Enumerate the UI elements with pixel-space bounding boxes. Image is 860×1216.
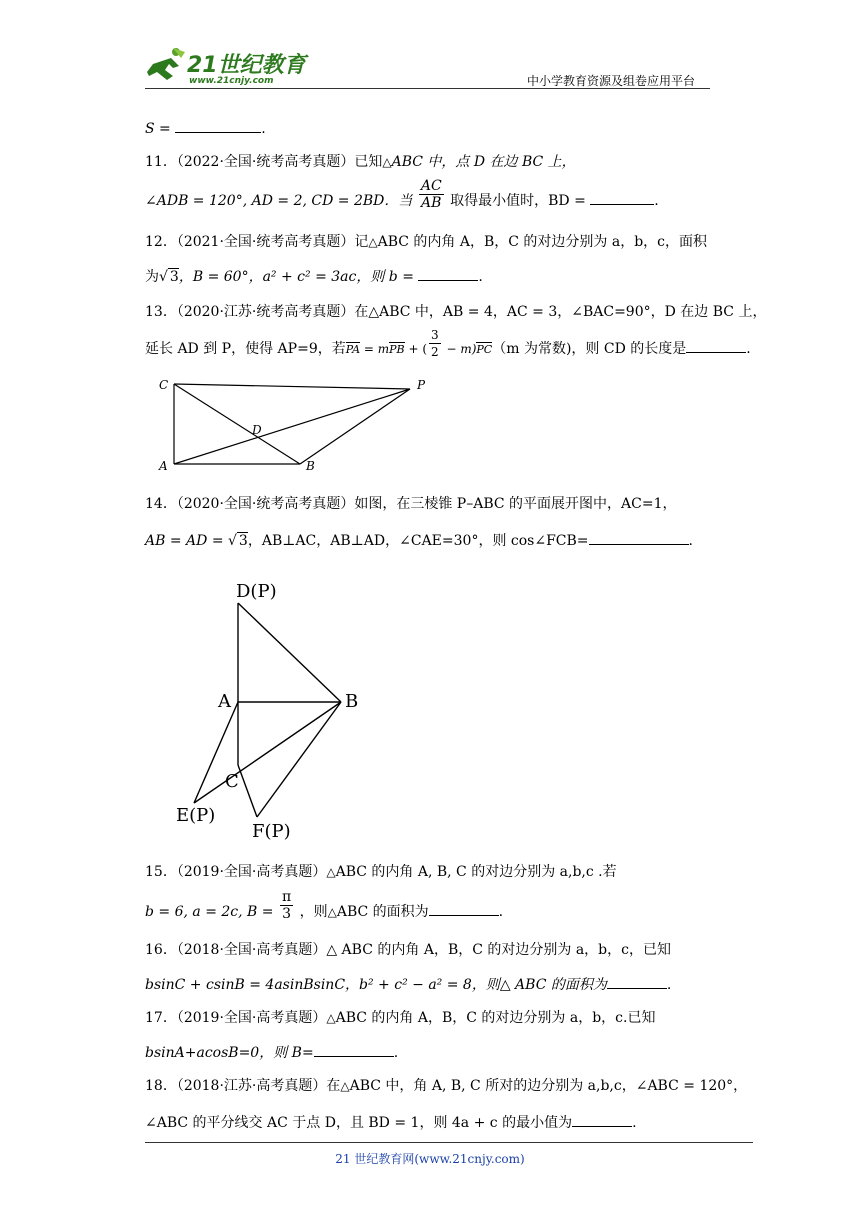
- question-12-line-2: 为√ 3，B = 60°，a² + c² = 3ac，则 b = .: [145, 266, 483, 287]
- question-18-line-1: 18．（2018·江苏·高考真题）在△ABC 中，角 A, B, C 所对的边分别为 a,b,c，∠ABC = 120°，: [145, 1078, 748, 1094]
- runner-logo-icon: [143, 46, 193, 86]
- header-logo: [143, 44, 313, 90]
- logo-url-text: www.21cnjy.com: [189, 76, 274, 86]
- label-d: D: [252, 423, 262, 437]
- label-fp: F(P): [252, 821, 291, 842]
- question-11-line-1: 11．（2022·全国·统考高考真题）已知△ABC 中，点 D 在边 BC 上，: [145, 154, 576, 170]
- question-17-line-2: bsinA+acosB=0，则 B= .: [145, 1042, 398, 1063]
- question-14-line-2: AB = AD = √ 3，AB⊥AC，AB⊥AD，∠CAE=30°，则 cos∠FCB= .: [145, 530, 693, 551]
- answer-line-s: S = .: [145, 118, 266, 139]
- segment-cp: [174, 384, 410, 389]
- platform-title: 中小学教育资源及组卷应用平台: [527, 74, 696, 88]
- segment-bp: [300, 389, 410, 464]
- footer-rule: [145, 1142, 753, 1143]
- footer-text: 21 世纪教育网(www.21cnjy.com): [335, 1152, 525, 1166]
- question-13-line-1: 13．（2020·江苏·统考高考真题）在△ABC 中，AB = 4，AC = 3，∠BAC=90°，D 在边 BC 上，: [145, 304, 767, 320]
- question-11-line-2: ∠ADB = 120°, AD = 2, CD = 2BD．当 $\frac{AC}{AB}$ 取得最小值时，BD = .: [145, 177, 659, 211]
- label-c: C: [159, 378, 169, 392]
- label-a: A: [159, 459, 168, 473]
- question-17-line-1: 17．（2019·全国·高考真题）△ABC 的内角 A，B，C 的对边分别为 a，b，c.已知: [145, 1010, 656, 1026]
- label-a: A: [218, 691, 231, 712]
- question-15-line-2: b = 6, a = 2c, B = $\frac{\pi}{3}$ ，则△ABC 的面积为 .: [145, 888, 504, 922]
- figure-14-net: [170, 575, 390, 845]
- label-b: B: [306, 459, 315, 473]
- label-b: B: [345, 691, 359, 712]
- question-13-line-2: 延长 AD 到 P，使得 AP=9，若PA = mPB + ( $\frac{3}{2}$ − m)PC（m 为常数)，则 CD 的长度是 .: [145, 327, 751, 359]
- header-rule: [145, 88, 710, 89]
- question-12-line-1: 12．（2021·全国·统考高考真题）记△ABC 的内角 A，B，C 的对边分别为 a，b，c，面积: [145, 234, 708, 250]
- question-16-line-1: 16．（2018·全国·高考真题）△ ABC 的内角 A，B，C 的对边分别为 a，b，c，已知: [145, 942, 671, 958]
- segment-ap: [174, 389, 410, 464]
- label-ep: E(P): [176, 805, 216, 826]
- question-15-line-1: 15．（2019·全国·高考真题）△ABC 的内角 A, B, C 的对边分别为 a,b,c .若: [145, 864, 617, 880]
- question-18-line-2: ∠ABC 的平分线交 AC 于点 D，且 BD = 1，则 4a + c 的最小值为 .: [145, 1112, 637, 1133]
- label-p: P: [417, 378, 426, 392]
- logo-main-text: 21世纪教育: [187, 53, 306, 78]
- question-16-line-2: bsinC + csinB = 4asinBsinC，b² + c² − a² = 8，则△ ABC 的面积为 .: [145, 974, 671, 995]
- figure-13-triangle: [145, 372, 435, 482]
- segment-cb: [174, 384, 300, 464]
- question-14-line-1: 14．（2020·全国·统考高考真题）如图，在三棱锥 P–ABC 的平面展开图中，AC=1，: [145, 496, 677, 512]
- label-c: C: [225, 771, 239, 792]
- label-dp: D(P): [236, 581, 277, 602]
